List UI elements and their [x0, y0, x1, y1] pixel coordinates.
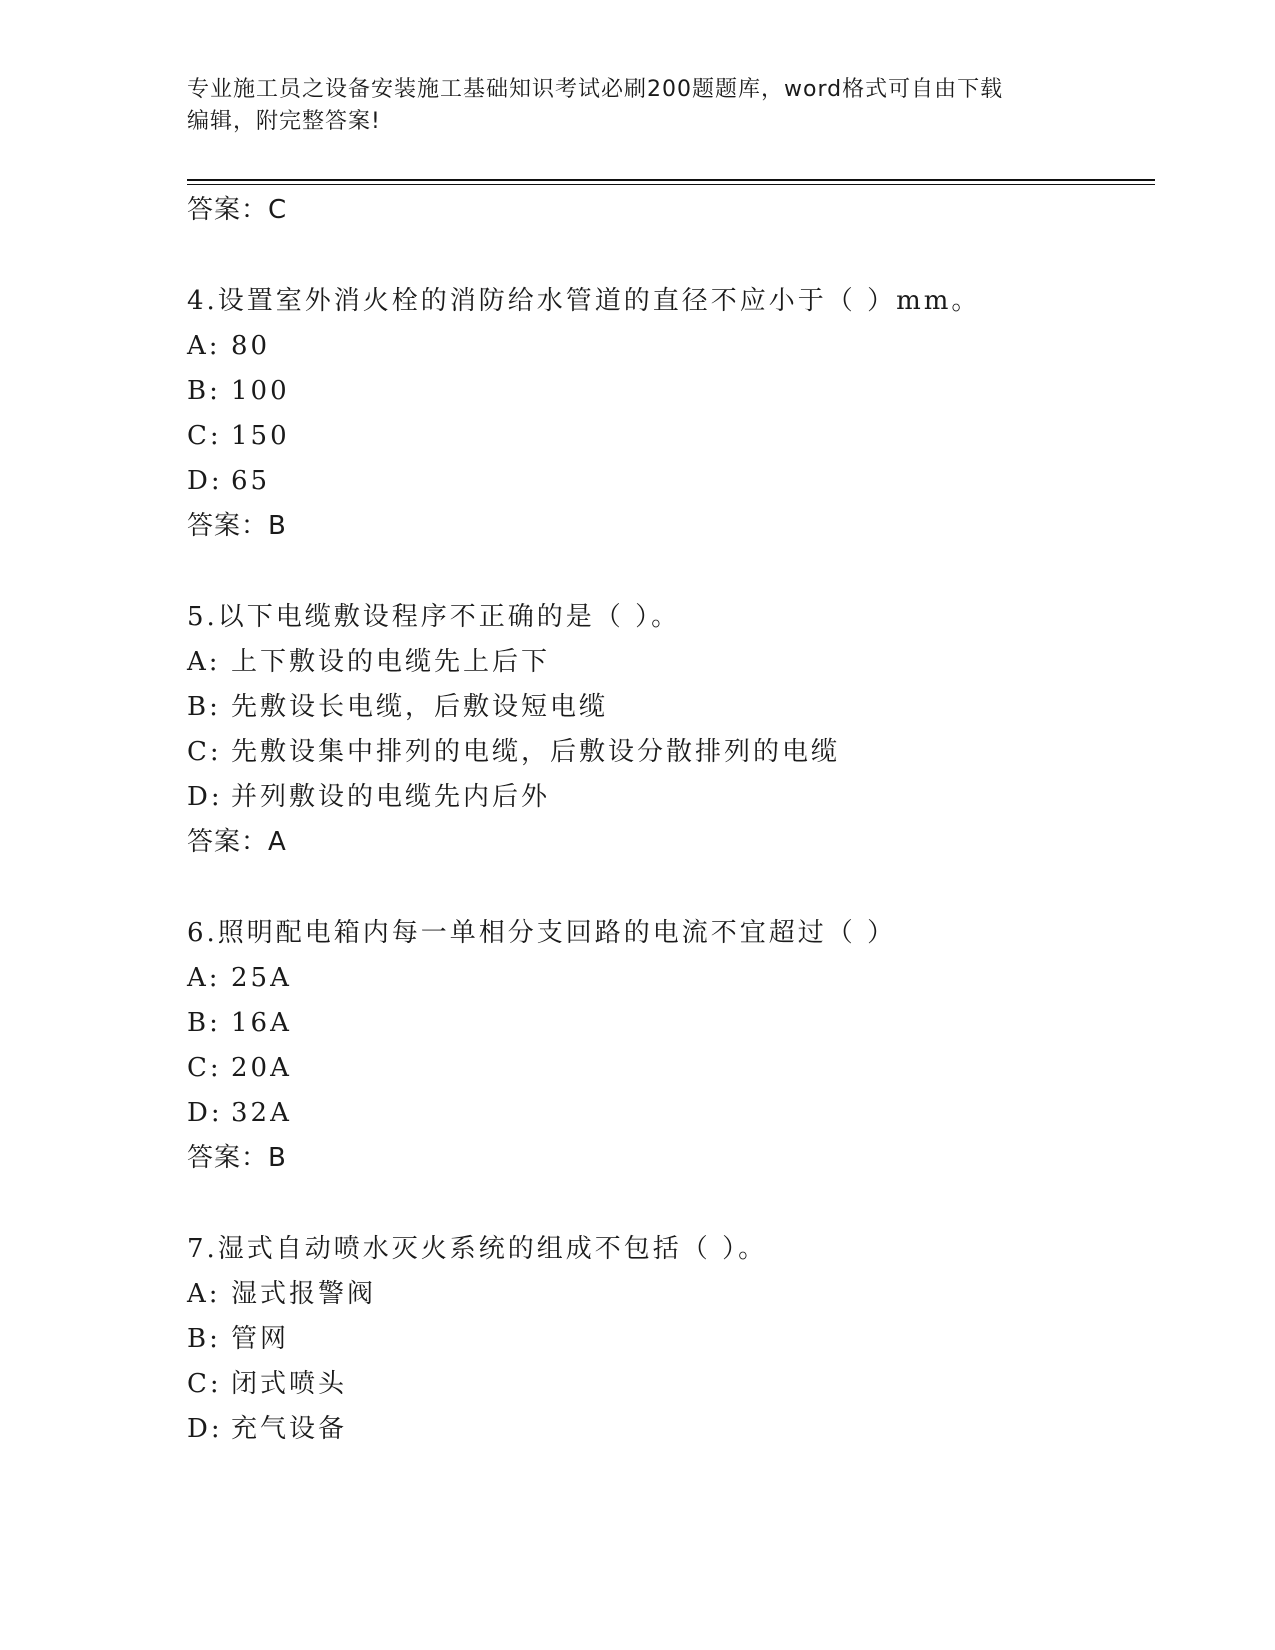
- option-key: B:: [187, 1008, 221, 1038]
- option-text: 100: [231, 376, 290, 406]
- question-7-stem: 7.湿式自动喷水灭火系统的组成不包括（ ）。: [187, 1234, 768, 1264]
- question-7-option-b: [187, 1323, 289, 1355]
- option-text: 先敷设集中排列的电缆，后敷设分散排列的电缆: [231, 737, 841, 767]
- question-5-answer: 答案：A: [187, 827, 287, 857]
- option-key: A:: [187, 331, 221, 361]
- question-7-option-d: [187, 1413, 347, 1445]
- question-6-answer: 答案：B: [187, 1143, 287, 1173]
- question-5-option-c: [187, 736, 840, 768]
- option-text: 充气设备: [231, 1414, 348, 1444]
- header-divider-thick: [187, 179, 1155, 181]
- option-key: B:: [187, 376, 221, 406]
- option-text: 上下敷设的电缆先上后下: [231, 647, 551, 677]
- option-key: D:: [187, 466, 223, 496]
- question-4-answer: 答案：B: [187, 511, 287, 541]
- option-text: 湿式报警阀: [231, 1279, 377, 1309]
- question-6-option-b: [187, 1007, 292, 1039]
- question-6-option-a: [187, 962, 292, 994]
- option-text: 80: [231, 331, 271, 361]
- option-key: C:: [187, 737, 222, 767]
- header-line-1: 专业施工员之设备安装施工基础知识考试必刷200题题库，word格式可自由下载: [187, 77, 1004, 102]
- option-key: A:: [187, 963, 221, 993]
- option-key: D:: [187, 1098, 223, 1128]
- question-6-stem: 6.照明配电箱内每一单相分支回路的电流不宜超过（ ）: [187, 918, 897, 948]
- option-text: 65: [231, 466, 271, 496]
- option-text: 25A: [231, 963, 292, 993]
- option-key: B:: [187, 1324, 221, 1354]
- question-4-option-d: [187, 465, 270, 497]
- option-key: C:: [187, 1369, 222, 1399]
- question-5-option-d: [187, 781, 550, 813]
- question-6-option-d: [187, 1097, 292, 1129]
- option-key: C:: [187, 1053, 222, 1083]
- question-5-option-b: [187, 691, 608, 723]
- option-text: 32A: [231, 1098, 292, 1128]
- option-key: D:: [187, 1414, 223, 1444]
- question-5-option-a: [187, 646, 550, 678]
- option-text: 管网: [231, 1324, 290, 1354]
- option-text: 并列敷设的电缆先内后外: [231, 782, 551, 812]
- question-4-stem: 4.设置室外消火栓的消防给水管道的直径不应小于（ ）mm。: [187, 286, 981, 316]
- option-key: B:: [187, 692, 221, 722]
- question-6-option-c: [187, 1052, 292, 1084]
- header-line-2: 编辑，附完整答案!: [187, 109, 381, 134]
- option-text: 16A: [231, 1008, 292, 1038]
- question-7-option-c: [187, 1368, 347, 1400]
- question-4-option-b: [187, 375, 290, 407]
- question-4-option-c: [187, 420, 290, 452]
- question-5-stem: 5.以下电缆敷设程序不正确的是（ ）。: [187, 602, 681, 632]
- option-text: 150: [231, 421, 290, 451]
- option-text: 20A: [231, 1053, 292, 1083]
- option-text: 先敷设长电缆，后敷设短电缆: [231, 692, 609, 722]
- option-key: A:: [187, 1279, 221, 1309]
- document-header: [187, 74, 1067, 138]
- answer-prev: 答案：C: [187, 195, 288, 225]
- option-key: D:: [187, 782, 223, 812]
- option-key: C:: [187, 421, 222, 451]
- question-4-option-a: [187, 330, 270, 362]
- header-divider-thin: [187, 184, 1155, 185]
- option-text: 闭式喷头: [231, 1369, 348, 1399]
- question-7-option-a: [187, 1278, 376, 1310]
- option-key: A:: [187, 647, 221, 677]
